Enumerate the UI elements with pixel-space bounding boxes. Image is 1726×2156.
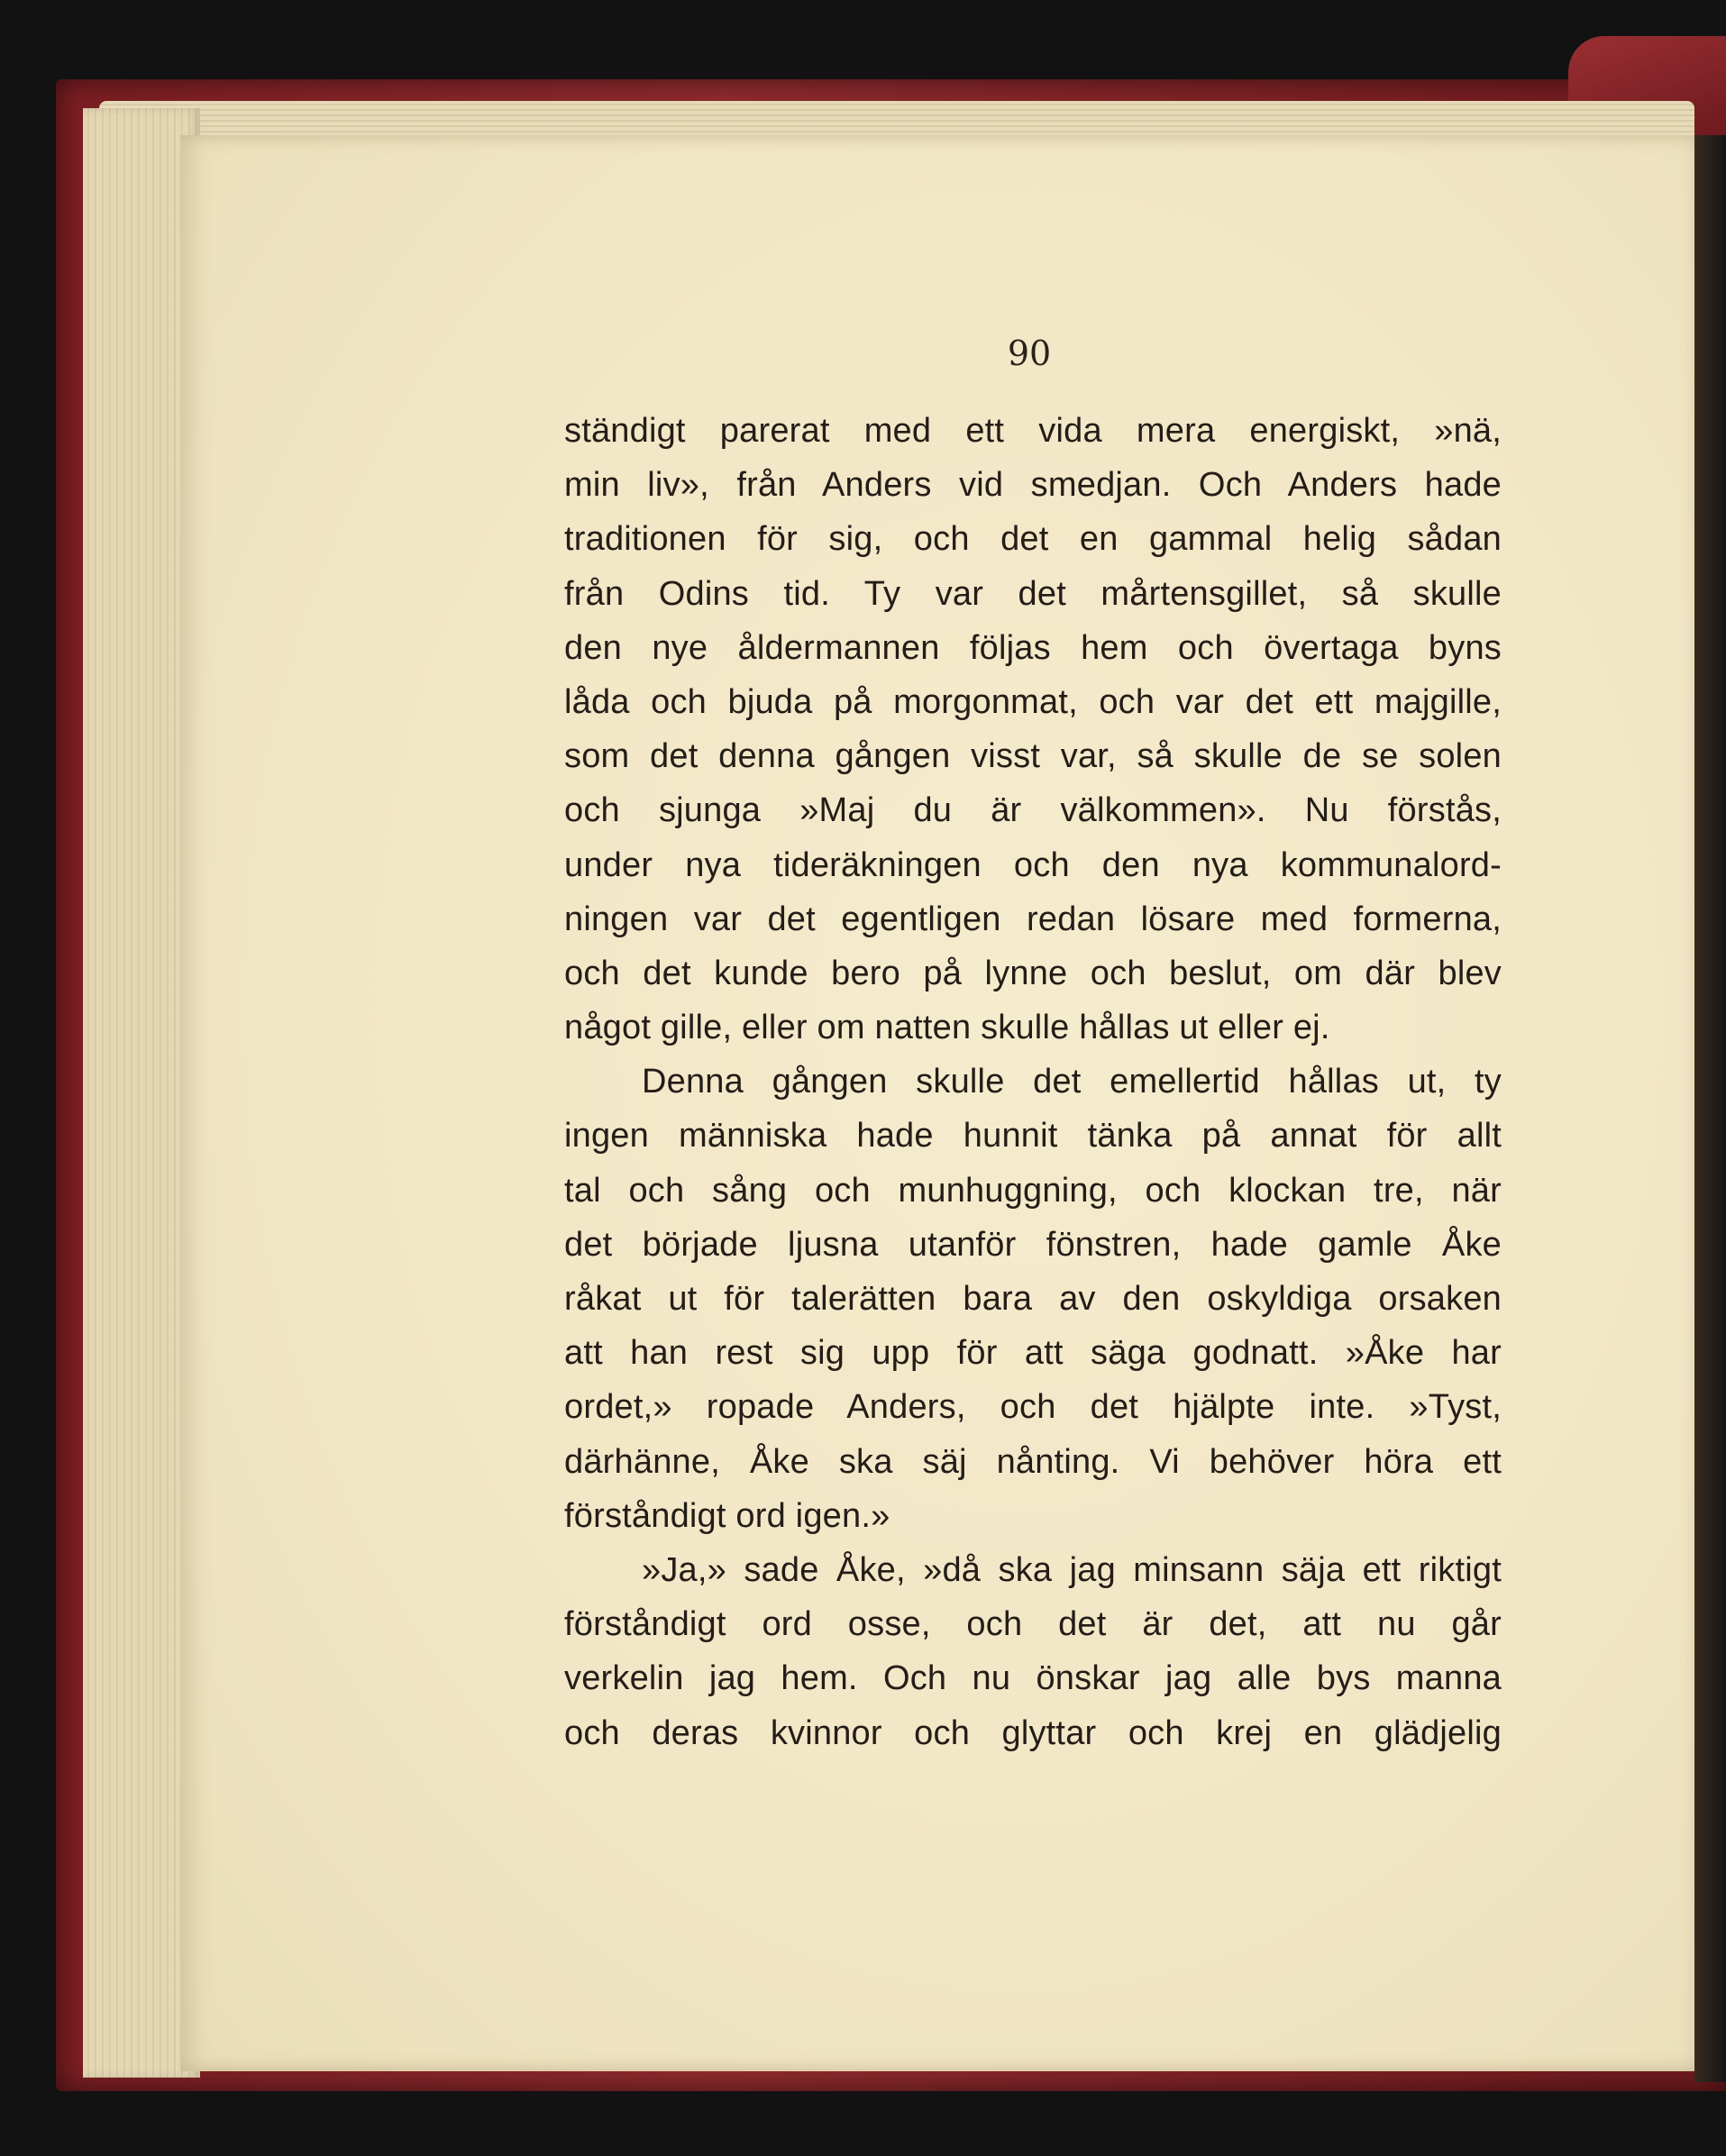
text-line: och sjunga »Maj du är välkommen». Nu förstås, xyxy=(564,791,1502,830)
gutter-shadow xyxy=(1694,135,1726,2082)
text-line: under nya tideräkningen och den nya kommunalord- xyxy=(564,845,1502,884)
text-line: förståndigt ord igen.» xyxy=(564,1496,890,1535)
text-line: ordet,» ropade Anders, och det hjälpte inte. »Tyst, xyxy=(564,1388,1502,1427)
page-top-edges xyxy=(99,101,1694,139)
text-line: traditionen för sig, och det en gammal helig sådan xyxy=(564,520,1502,559)
text-line: därhänne, Åke ska säj nånting. Vi behöver höra ett xyxy=(564,1442,1502,1481)
text-line: som det denna gången visst var, så skulle de se solen xyxy=(564,737,1502,776)
body-text xyxy=(564,404,1502,1760)
text-line: från Odins tid. Ty var det mårtensgillet, så skulle xyxy=(564,574,1502,613)
text-line: låda och bjuda på morgonmat, och var det ett majgille, xyxy=(564,682,1502,721)
text-line-paragraph-start: Denna gången skulle det emellertid hållas ut, ty xyxy=(642,1063,1502,1101)
text-line: den nye åldermannen följas hem och övertaga byns xyxy=(564,628,1502,667)
text-line: ständigt parerat med ett vida mera energiskt, »nä, xyxy=(564,412,1502,450)
text-line: något gille, eller om natten skulle hållas ut eller ej. xyxy=(564,1009,1330,1047)
text-line: och det kunde bero på lynne och beslut, om där blev xyxy=(564,954,1502,992)
text-line: ningen var det egentligen redan lösare med formerna, xyxy=(564,900,1502,938)
page-number: 90 xyxy=(1007,333,1052,373)
text-line-paragraph-start: »Ja,» sade Åke, »då ska jag minsann säja ett riktigt xyxy=(642,1550,1502,1589)
text-line: min liv», från Anders vid smedjan. Och Anders hade xyxy=(564,466,1502,505)
text-line: verkelin jag hem. Och nu önskar jag alle bys manna xyxy=(564,1659,1502,1698)
text-line: förståndigt ord osse, och det är det, att nu går xyxy=(564,1605,1502,1644)
text-line: det började ljusna utanför fönstren, hade gamle Åke xyxy=(564,1225,1502,1264)
text-line: att han rest sig upp för att säga godnatt. »Åke har xyxy=(564,1334,1502,1373)
text-line: tal och sång och munhuggning, och klockan tre, när xyxy=(564,1171,1502,1210)
text-line: ingen människa hade hunnit tänka på annat för allt xyxy=(564,1117,1502,1156)
text-line: råkat ut för talerätten bara av den oskyldiga orsaken xyxy=(564,1280,1502,1318)
text-line: och deras kvinnor och glyttar och krej en glädjelig xyxy=(564,1713,1502,1752)
